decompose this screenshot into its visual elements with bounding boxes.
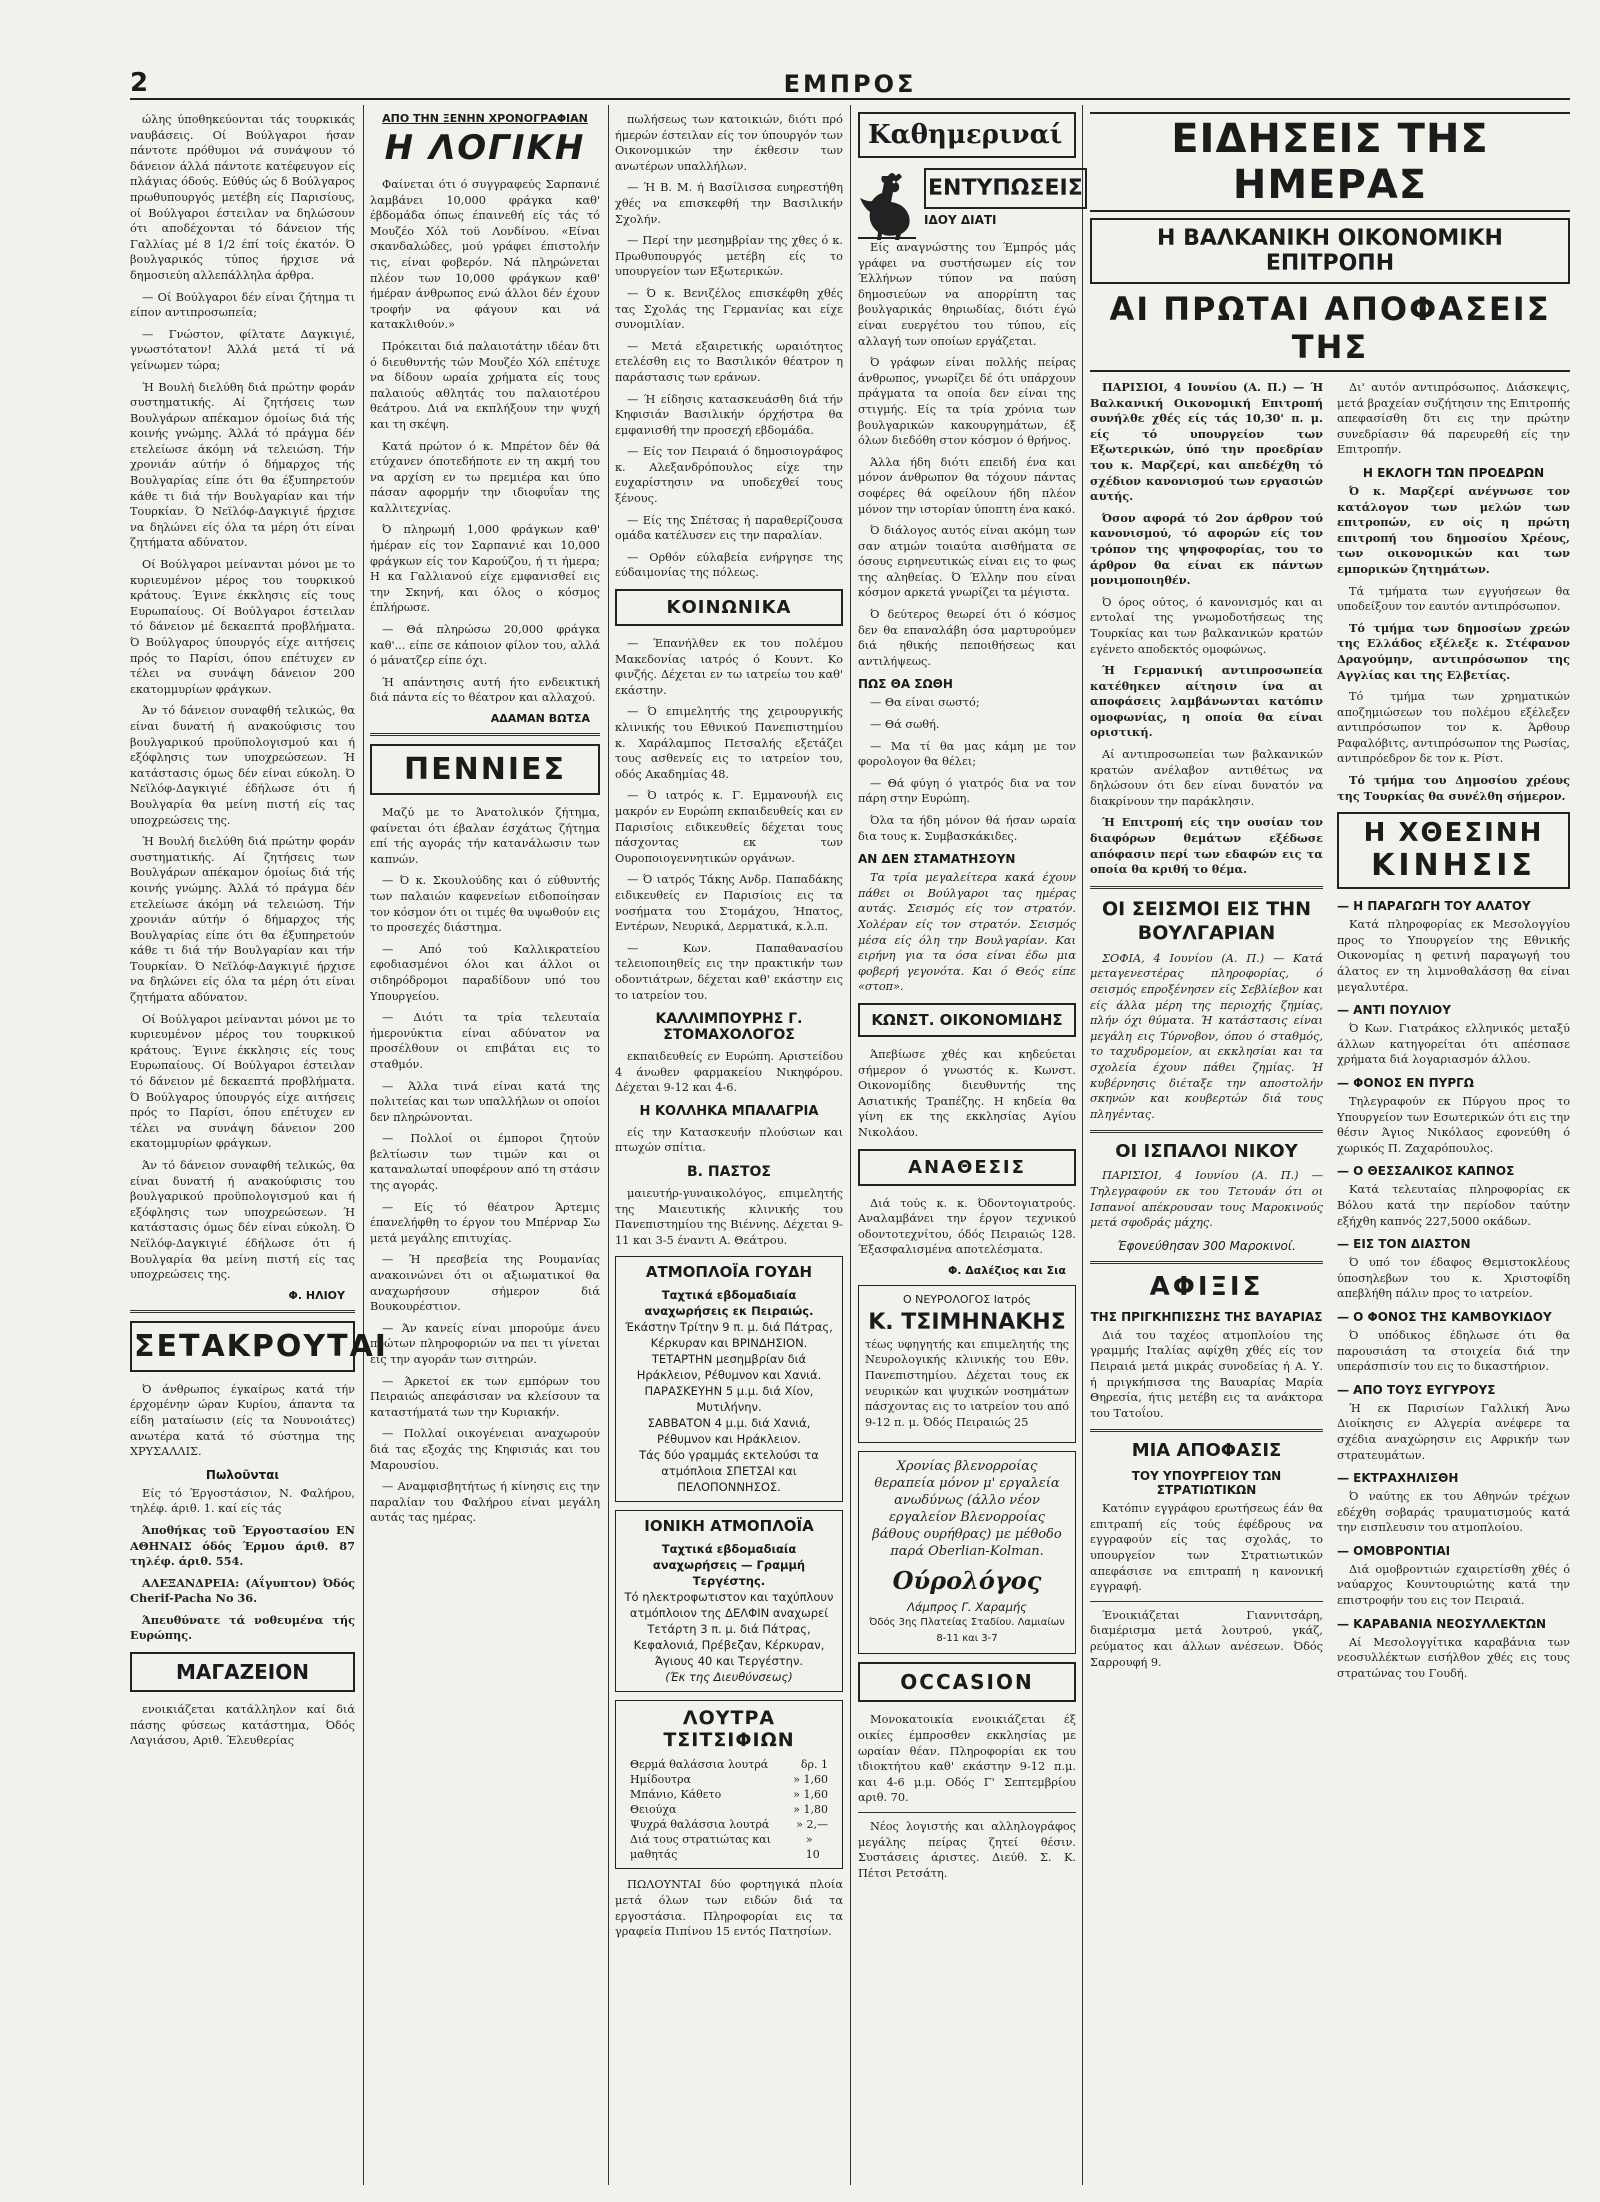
news-left <box>1090 380 1323 1687</box>
news-item: — Είς τον Πειραιά ό δημοσιογράφος κ. Αλεξανδρόπουλος είχε την ευχαρίστησιν να υποδεχθεί τους ξένους. <box>615 445 843 506</box>
ad-line: (Έκ της Διευθύνσεως) <box>665 1670 793 1685</box>
news-item-text: Κατά τελευταίας πληροφορίας εκ Βόλου κατά την περίοδον ταύτην εξήχθη καπνός 227,5000 οκάδων. <box>1337 1183 1570 1228</box>
article-subheadline: ΑΙ ΠΡΩΤΑΙ ΑΠΟΦΑΣΕΙΣ ΤΗΣ <box>1090 290 1570 372</box>
article-subheadline: ΤΟΥ ΥΠΟΥΡΓΕΙΟΥ ΤΩΝ ΣΤΡΑΤΙΩΤΙΚΩΝ <box>1131 1469 1282 1498</box>
news-item-text: Ό ναύτης εκ του Αθηνών τρέχων εδέχθη σοβαράς τραυματισμούς κατά την εισπλευσιν του ατμοπλοίου. <box>1337 1490 1570 1535</box>
ad-line: Τάς δύο γραμμάς εκτελούσι τα ατμόπλοια ΣΠΕΤΣΑΙ και ΠΕΛΟΠΟΝΝΗΣΟΣ. <box>639 1448 819 1495</box>
ad-headline: ΚΑΛΛΙΜΠΟΥΡΗΣ Γ. ΣΤΟΜΑΧΟΛΟΓΟΣ <box>655 1011 803 1044</box>
article-text: Πρόκειται διά παλαιοτάτην ιδέαν δτι ό διευθυντής τών Μουζέο Χόλ επέτυχε να δίδουν ωραία χρήματα είς τους παλαιούς αθλητάς του παλαιοτέρου θεάτρου. Διά να εκπλήξουν την ψυχή και τη σκέψη. <box>370 339 600 431</box>
news-item-heading: — ΕΚΤΡΑΧΗΛΙΣΘΗ <box>1337 1471 1459 1486</box>
ad-line: Τό ηλεκτροφωτιστον και ταχύπλουν ατμόπλοιον της ΔΕΛΦΙΝ αναχωρεί Τετάρτη 3 π. μ. διά Πάτρας, Κεφαλονιά, Πρέβεζαν, Κέρκυραν, Άγιους 40 και Τεργέστην. <box>624 1590 834 1669</box>
page-number: 2 <box>130 68 149 98</box>
ad-headline: Η ΚΟΛΛΗΚΑ ΜΠΑΛΑΓΡΙΑ <box>639 1103 819 1119</box>
rooster-icon <box>858 168 916 240</box>
ad-text: τέως υφηγητής και επιμελητής της Νευρολογικής κλινικής του Εθν. Πανεπιστημίου. Δέχεται τους εκ νευρικών και ψυχικών νοσημάτων πάσχοντας εις το ιατρείον του από 9-12 π. μ. Όδός Πειραιώς 25 <box>865 1337 1069 1429</box>
article-text: Αί αντιπροσωπείαι των βαλκανικών κρατών ανέλαβον αντιθέτως να δηλώσουν ότι δεν είναι δυνατόν να διακρίνουν την παράκλησιν. <box>1090 748 1323 808</box>
ad-text: ΠΩΛΟΥΝΤΑΙ δύο φορτηγικά πλοία μετά όλων των ειδών διά τα εργοστάσια. Πληροφορίαι εις τα γραφεία Πιπίνου 15 εντός Πατησίων. <box>615 1878 843 1939</box>
news-item-heading: — Ο ΘΕΣΣΑΛΙΚΟΣ ΚΑΠΝΟΣ <box>1337 1164 1515 1179</box>
ad-headline: ΜΑΓΑΖΕΙΟΝ <box>130 1652 355 1692</box>
price-label: Θερμά θαλάσσια λουτρά <box>630 1758 769 1772</box>
article-headline: Η ΛΟΓΙΚΗ <box>384 128 586 168</box>
article-text: ΣΟΦΙΑ, 4 Ιουνίου (Α. Π.) — Κατά μεταγενεστέρας πληροφορίας, ό σεισμός επροξένησεν είς Σεβλίεβον και είς άλλα μέρη της περιοχής ζημίας, πλήν όχι θύματα. Ή κατάστασις είναι μεγάλη εις Τύρνοβον, όπου ό σταθμός, το ταχυδρομείον, αι εκκλησίαι και τα σχολεία έχουν πάθει ζημίας. Ή κυβέρνησις διέταξε την αποστολήν σκηνών και κουβερτών διά τους πληγέντας. <box>1090 951 1323 1121</box>
section-headline: Καθημεριναί <box>858 112 1076 158</box>
article-text: ΠΑΡΙΣΙΟΙ, 4 Ιουνίου (Α. Π.) — Τηλεγραφούν εκ του Τετουάν ότι οι Ισπανοί απέκρουσαν τους Μαροκινούς μετά σφοδράς μάχης. <box>1090 1169 1323 1230</box>
section-headline-line: ΚΙΝΗΣΙΣ <box>1371 848 1536 884</box>
article-text: Τά τμήματα των εγγυήσεων θα υποδείξουν τον εαυτόν αντιπρόσωπον. <box>1337 584 1570 614</box>
divider <box>1090 1261 1323 1264</box>
news-item-text: Ό υπό τον έδαφος Θεμιστοκλέους ύποσηλεβων του κ. Χριστοφίδη απεβλήθη πάλιν προς το ιατρείον. <box>1337 1256 1570 1301</box>
dialog-line: Όλα τα ήδη μόνον θά ήσαν ωραία δια τους κ. Συμβασκάκιδες. <box>858 814 1076 843</box>
dialog-line: — Μα τί θα μας κάμη με τον φορολογον θα θέλει; <box>858 739 1076 769</box>
article-text: Άν τό δάνειον συναφθή τελικώς, θα είναι δυνατή ή ανακούφισις του βουλγαρικού προϋπολογισμού και ή εξόφλησις των υποχρεώσεων. Ή κατάστασις όμως δέν είναι εύκολη. Ό Νεϊλόφ-Δαγκιγιέ έδήλωσε ότι ή Βουλγαρία θα μείνη πιστή είς τας υποχρεώσεις της. <box>130 704 355 827</box>
article-text: Μαζύ με το Άνατολικόν ζήτημα, φαίνεται ότι έβαλαν έσχάτως ζήτημα επί τής αγοράς τήν κατανάλωσιν των καπνών. <box>370 806 600 866</box>
article-text: Ή Βουλή διελύθη διά πρώτην φοράν συστηματικής. Αί ζητήσεις των Βουλγάρων απέκαμον όμοίως διά τής κοινής γνώμης. Άλλά τό πράγμα δέν ετελείωσε άκόμη νά τελειώση. Τήν χρονιάν αύτήν ό δήμαρχος τής Βουλγαρίας είπε ότι θα έξυπηρετούν κάθε τι διά τήν Βουλγαρίαν και τήν Τουρκίαν. Ό Νεϊλόφ-Δαγκιγιέ ήρχισε να δηλώνει είς όλα τα μέρη ότι είναι ζητήματα αδύνατον. <box>130 835 355 1005</box>
article-text: — Άν κανείς είναι μπορούμε άνευ πρώτων πληροφοριών να πει τι γίνεται εις την αγοράν των σιτηρών. <box>370 1321 600 1366</box>
ad-text: είς την Κατασκευήν πλούσιων και πτωχών σπίτια. <box>615 1125 843 1155</box>
price-label: Διά τους στρατιώτας και μαθητάς <box>630 1833 771 1862</box>
article-text: — Πολλαί οικογένειαι αναχωρούν διά τας εξοχάς της Κηφισιάς και του Μαρουσίου. <box>370 1427 600 1472</box>
masthead <box>130 68 1570 100</box>
news-item-heading: — Η ΠΑΡΑΓΩΓΗ ΤΟΥ ΑΛΑΤΟΥ <box>1337 899 1531 914</box>
ad-text: εκπαιδευθείς εν Ευρώπη. Αριστείδου 4 άνωθεν φαρμακείου Νικηφόρου. Δέχεται 9-12 και 4-6. <box>615 1050 843 1095</box>
ad-line: Είς τό Έργοστάσιον, Ν. Φαλήρου, τηλέφ. άριθ. 1. καί είς τάς <box>130 1486 355 1516</box>
price-label: Μπάνιο, Κάθετο <box>630 1788 722 1802</box>
divider <box>1090 886 1323 889</box>
article-signature: Φ. ΗΛΙΟΥ <box>288 1288 345 1302</box>
article-text: Διά του ταχέος ατμοπλοίου της γραμμής Ιταλίας αφίχθη χθές είς τον Πειραιά μετά μικράς συνοδείας ή Α. Υ. ή πριγκήπισσα της Βαυαρίας Μαρία Θηρεσία, ήτις μετέβη εις τα ανάκτορα του Τατοΐου. <box>1090 1328 1323 1420</box>
article-text: Είς αναγνώστης του Έμπρός μάς γράφει να συστήσωμεν είς τον Έλλήνων τύπον να παύση δημοσιεύων να απορρίπτη τας βουλγαρικάς θηριωδίας, διότι έγώ είναι ευεργέτου του τύπου, είς αλλαγή των οποίων εργάζεται. <box>858 241 1076 348</box>
news-item-text: Ό υπόδικος έδηλωσε ότι θα παρουσιάση τα στοιχεία διά την υπεράσπισίν του εις το δικαστήριον. <box>1337 1328 1570 1374</box>
ad-text: μαιευτήρ-γυναικολόγος, επιμελητής της Μαιευτικής κλινικής του Πανεπιστημίου της Βιέννης. Δέχεται 9-11 και 3-5 έναντι Α. Θεάτρου. <box>615 1187 843 1247</box>
price-row <box>622 1787 836 1802</box>
news-item-text: Ό Κων. Γιατράκος ελληνικός μεταξύ άλλων κατηγορείται ότι απέσπασε χρήματα διά λογαριασμόν άλλου. <box>1337 1022 1570 1067</box>
ad-text: Άπεβίωσε χθές και κηδεύεται σήμερον ό γνωστός κ. Κωνστ. Οικονομίδης διευθυντής της Ασιατικής Τραπέζης. Η κηδεία θα γίνη εκ της εκκλησίας Αγίου Νικολάου. <box>858 1047 1076 1139</box>
price-label: Ψυχρά θαλάσσια λουτρά <box>630 1818 770 1832</box>
news-item-text: Τηλεγραφούν εκ Πύργου προς το Υπουργείον των Εσωτερικών ότι εις την θέσιν Άγιος Νικόλαος εφονεύθη ό χωρικός Π. Ζαχαρόπουλος. <box>1337 1095 1570 1155</box>
article-text: — Είς τό θέατρον Άρτεμις έπανελήφθη το έργον του Μπέρναρ Σω μετά μεγάλης επιτυχίας. <box>370 1200 600 1245</box>
section-headline: ΕΙΔΗΣΕΙΣ ΤΗΣ ΗΜΕΡΑΣ <box>1090 112 1570 212</box>
divider <box>1090 1601 1323 1602</box>
column-subheading: ΙΔΟΥ ΔΙΑΤΙ <box>924 213 997 227</box>
social-item: — Ό ιατρός κ. Γ. Εμμανουήλ εις μακρόν εν Ευρώπη εκπαιδευθείς και εν Παρισίοις ειδικευθείς δέχεται τους πάσχοντας εκ των Ουροποιογεννητικών οργάνων. <box>615 789 843 865</box>
price-row <box>622 1817 836 1832</box>
news-two-column <box>1090 380 1570 1687</box>
column-subheading: ΑΝ ΔΕΝ ΣΤΑΜΑΤΗΣΟΥΝ <box>858 852 1016 867</box>
ad-text: Ό άνθρωπος έγκαίρως κατά τήν έρχομένην ώραν Κυρίου, άπαντα τα είδη ματαίωσιν (είς τα Νουνοιάτες) ανωτέρα κατά τό σύστημα της ΧΡΥΣΑΛΛΙΣ. <box>130 1382 355 1459</box>
news-item-heading: — ΟΜΟΒΡΟΝΤΙΑΙ <box>1337 1543 1451 1558</box>
news-item: — Ορθόν εύλαβεία ενήργησε της εύδαιμονίας της πόλεως. <box>615 550 843 580</box>
article-text: — Άλλα τινά είναι κατά της πολιτείας και των υπαλλήλων οι οποίοι δεν πληρώνονται. <box>370 1079 600 1124</box>
ad-headline: OCCASION <box>858 1662 1076 1702</box>
article-text: — Ό κ. Σκουλούδης και ό εύθυντής των παλαιών καφενείων ειδοποίησαν τον κόσμον ότι οι τιμές θα υψωθούν εις το προσεχές διάστημα. <box>370 874 600 935</box>
dialog-line: — Θά σωθή. <box>870 718 940 732</box>
article-text: Ό διάλογος αυτός είναι ακόμη των σαν ατμών τοιαύτα αισθήματα σε όσους ειρηνευτικώς είναι εις το φως της αληθείας. Ό Έλλην που είναι κόσμον αρκετά γνωρίζει τα μέγιστα. <box>858 524 1076 600</box>
article-text: Άλλα ήδη διότι επειδή ένα και μόνον άνθρωπον θα τόχουν πάντας σοφέρες θά οφείλουν ήδη πλέον μόνον την ιστορίαν ύποπτη ένα κακό. <box>858 455 1076 516</box>
news-item-text: Ή εκ Παρισίων Γαλλική Άνω Διοίκησις εν Αλγερία ανέφερε τα σχέδια αναχώρησιν εις Αφρικήν των στρατευμάτων. <box>1337 1401 1570 1462</box>
social-item: — Έπανήλθεν εκ του πολέμου Μακεδονίας ιατρός ό Κουντ. Κο φινζής. Δέχεται εν τω ιατρείω του καθ' εκάστην. <box>615 637 843 697</box>
article-headline: ΜΙΑ ΑΠΟΦΑΣΙΣ <box>1131 1440 1282 1462</box>
ad-text: Χρονίας βλενορροίας θεραπεία μόνον μ' εργαλεία ανωδύνως (άλλο νέον εργαλείον Βλενορροίας βάθους ουρήθρας) με μέθοδο παρά Oberlian-Kolman. <box>872 1459 1062 1560</box>
ad-headline: ΑΝΑΘΕΣΙΣ <box>858 1149 1076 1186</box>
ad-line: Άποθήκας τοῦ Έργοστασίου ΕΝ ΑΘΗΝΑΙΣ όδός Έρμου άριθ. 87 τηλέφ. άριθ. 554. <box>130 1522 355 1569</box>
article-subheadline: Η ΕΚΛΟΓΗ ΤΩΝ ΠΡΟΕΔΡΩΝ <box>1362 465 1545 480</box>
article-text: Ή απάντησις αυτή ήτο ενδεικτική διά πάντα είς το θέατρον και αλλαχού. <box>370 675 600 705</box>
article-text: ώλης ύποθηκεύονται τάς τουρκικάς ναυβάσεις. Οί Βούλγαροι ήσαν πάντοτε πρόθυμοι νά συνάψουν τό δάνειον άλλά πάντοτε κατέφευγον είς πλάγιας όδούς. Εύθύς ώς δ Βούλγαρος πρωθυπουργός μετέβη είς Παρισίους, οί Βούλγαροι έστειλαν να δηλώσουν ότι αποδέχονται τό δάνειον τής Γαλλίας μέ 8 1/2 έπί τοίς έκατόν. Ό βουλγαρικός τύπος ήρχισε νά δημοσιεύη αλλεπάλληλα άρθρα. <box>130 113 355 282</box>
ad-headline: ΙΟΝΙΚΗ ΑΤΜΟΠΛΟΪΑ <box>644 1517 814 1536</box>
article-text: Οί Βούλγαροι μείνανται μόνοι με το κυριευμένον μέρος του τουρκικού κράτους. Έγινε έκκλησις είς τους Ευρωπαίους. Οί Βούλγαροι έστειλαν τό δάνειον μέ δεκαεπτά προβλήματα. Ό Βούλγαρος ύπουργός είχε αιτήσεις πρός το Παρίσι, όπου επέτυχεν εν τέλει να συνάψη δάνειον 200 εκατομμυρίων φράγκων. <box>130 558 355 696</box>
ad-headline: Β. ΠΑΣΤΟΣ <box>687 1164 771 1181</box>
news-item: — Ή Β. Μ. ή Βασίλισσα ευηρεστήθη χθές να επισκεφθή την Βασιλικήν Σχολήν. <box>615 181 843 226</box>
news-item-heading: — ΦΟΝΟΣ ΕΝ ΠΥΡΓΩ <box>1337 1076 1474 1090</box>
column-subheading: ΠΩΣ ΘΑ ΣΩΘΗ <box>858 677 953 692</box>
dialog-line: — Οί Βούλγαροι δέν είναι ζήτημα τι είπον αντιπροσωπεία; <box>130 290 355 320</box>
ad-headline: Ούρολόγος <box>892 1566 1042 1596</box>
divider <box>1090 1429 1323 1432</box>
kinisis-box <box>1337 812 1570 889</box>
ad-line: Ταχτικά εβδομαδιαία αναχωρήσεις εκ Πειραιώς. <box>644 1288 814 1319</box>
ad-line: Ταχτικά εβδομαδιαία αναχωρήσεις — Γραμμή Τεργέστης. <box>652 1542 806 1589</box>
article-headline: ΟΙ ΣΕΙΣΜΟΙ ΕΙΣ ΤΗΝ ΒΟΥΛΓΑΡΙΑΝ <box>1102 897 1311 944</box>
news-right <box>1337 380 1570 1687</box>
neurologist-ad <box>858 1285 1076 1444</box>
price-value: » 10 <box>805 1833 820 1862</box>
article-text: Ή Επιτροπή είς την ουσίαν τον διαφόρων θεμάτων εξέδωσε απόφασιν περί των εδαφών εις τα οποία θα κριθή το θέμα. <box>1090 815 1323 877</box>
ad-text: Νέος λογιστής και αλληλογράφος μεγάλης πείρας ζητεί θέσιν. Συστάσεις άριστες. Διεύθ. Σ. Κ. Πέτσι Ρετσάτη. <box>858 1820 1076 1880</box>
article-headline: ΟΙ ΙΣΠΑΛΟΙ ΝΙΚΟΥ <box>1115 1141 1298 1163</box>
ad-line: ΑΛΕΞΑΝΔΡΕΙΑ: (Αΐγυπτον) Όδός Cherif-Pacha No 36. <box>130 1575 355 1606</box>
article-text: Άν τό δάνειον συναφθή τελικώς, θα είναι δυνατή ή ανακούφισις του βουλγαρικού προϋπολογισμού και ή εξόφλησις των υποχρεώσεων. Ή κατάστασις όμως δέν είναι εύκολη. Ό Νεϊλόφ-Δαγκιγιέ έδήλωσε ότι ή Βουλγαρία θα μείνη πιστή είς τας υποχρεώσεις της. <box>130 1159 355 1282</box>
subsection-headline: ΕΝΤΥΠΩΣΕΙΣ <box>924 168 1087 209</box>
article-text: Όσον αφορά τό 2ον άρθρον τού κανονισμού, τό αφορών είς τον τρόπον της ψηφοφορίας, του το άρθρον θα είναι εκ πάντων μονιμοποιηθέν. <box>1090 510 1323 588</box>
ad-headline: ΛΟΥΤΡΑ ΤΣΙΤΣΙΦΙΩΝ <box>663 1707 795 1752</box>
news-item-text: Διά ομοβροντιών εχαιρετίσθη χθές ό ναύαρχος Κουντουριώτης κατά την επιστροφήν του εις τον Πειραιά. <box>1337 1562 1570 1608</box>
article-subheadline: ΤΗΣ ΠΡΙΓΚΗΠΙΣΣΗΣ ΤΗΣ ΒΑΥΑΡΙΑΣ <box>1090 1309 1323 1324</box>
ad-line: ΣΑΒΒΑΤΟΝ 4 μ.μ. διά Χανιά, Ρέθυμνον και Ηράκλειον. <box>647 1416 811 1447</box>
price-value: » 2,— <box>796 1818 828 1832</box>
price-value: » 1,60 <box>793 1788 828 1802</box>
news-item-text: Αί Μεσολογγίτικα καραβάνια των νεοσυλλέκτων εισήλθον χθές εις τους στρατώνας του Γουδή. <box>1337 1635 1570 1680</box>
article-text: Ή Γερμανική αντιπροσωπεία κατέθηκεν αίτησιν ίνα αι αποφάσεις λαμβάνωνται κατόπιν ομοφωνίας, η οποία θα είναι οριστική. <box>1090 663 1323 740</box>
news-item-heading: — Ο ΦΟΝΟΣ ΤΗΣ ΚΑΜΒΟΥΚΙΔΟΥ <box>1337 1309 1552 1324</box>
article-text: Τα τρία μεγαλείτερα κακά έχουν πάθει οι Βούλγαροι τας ημέρας αυτάς. Σεισμός είς τον στρατόν. Χολέραν είς τον στρατόν. Σεισμός μέσα είς όλη την Βουλγαρίαν. Και ειρήνη για τα όσα είναι έδω μια φοβερή γεγονότα. Και ό Θεός είπε «στοπ». <box>858 871 1076 994</box>
dialog-line: — Θα είναι σωστό; <box>870 696 980 710</box>
article-headline: Η ΒΑΛΚΑΝΙΚΗ ΟΙΚΟΝΟΜΙΚΗ ΕΠΙΤΡΟΠΗ <box>1090 218 1570 284</box>
ad-kicker: Ο ΝΕΥΡΟΛΟΓΟΣ Ιατρός <box>902 1292 1032 1306</box>
ad-line: Λάμπρος Γ. Χαραμής <box>907 1600 1027 1615</box>
news-item: — Μετά εξαιρετικής ωραιότητος ετελέσθη εις το Βασιλικόν θέατρον η παράστασις των εράνων. <box>615 339 843 384</box>
divider <box>1090 1130 1323 1133</box>
divider <box>370 733 600 736</box>
article-text: Ό όρος ούτος, ό κανονισμός και αι εντολαί της γνωμοδοτήσεως της Τουρκίας και των βαλκανικών κρατών εγένετο αποδεκτός ομοφώνως. <box>1090 595 1323 656</box>
divider <box>130 1310 355 1313</box>
ad-line: Άπευθύνατε τά νοθευμένα τής Ευρώπης. <box>130 1612 355 1643</box>
column-4 <box>858 112 1083 2182</box>
price-label: Θειούχα <box>630 1803 677 1817</box>
news-item-heading: — ΑΝΤΙ ΠΟΥΛΙΟΥ <box>1337 1003 1451 1018</box>
article-text: Τό τμήμα των χρηματικών αποζημιώσεων του πολέμου εξέλεξεν αντιπρόσωπον τον κ. Άρθουρ Ραφαλόβιτς, αντιπρόσωπον της Ρωσίας, αντιπρόεδρον δε τον κ. Ρίστ. <box>1337 690 1570 766</box>
section-kicker: ΑΠΟ ΤΗΝ ΞΕΝΗΝ ΧΡΟΝΟΓΡΑΦΙΑΝ <box>382 112 588 125</box>
article-text: Ή Βουλή διελύθη διά πρώτην φοράν συστηματικής. Αί ζητήσεις των Βουλγάρων απέκαμον όμοίως διά τής κοινής γνώμης. Άλλά τό πράγμα δέν ετελείωσε άκόμη νά τελειώση. Τήν χρονιάν αύτήν ό δήμαρχος τής Βουλγαρίας είπε ότι θα έξυπηρετούν κάθε τι διά τήν Βουλγαρίαν και τήν Τουρκίαν. Ό Νεϊλόφ-Δαγκιγιέ ήρχισε να δηλώνει είς όλα τα μέρη ότι είναι ζητήματα αδύνατον. <box>130 380 355 550</box>
article-signature: ΑΔΑΜΑΝ ΒΩΤΣΑ <box>490 712 590 725</box>
price-row <box>622 1757 836 1772</box>
ad-line: Έκάστην Τρίτην 9 π. μ. διά Πάτρας, Κέρκυραν και ΒΡΙΝΔΗΣΙΟΝ. <box>625 1320 833 1351</box>
article-text: ΠΑΡΙΣΙΟΙ, 4 Ιουνίου (Α. Π.) — Ή Βαλκανική Οικονομική Επιτροπή συνήλθε χθές είς τάς 10,30' π. μ. είς τό υπουργείον των Εξωτερικών, ύπό την προεδρίαν του κ. Μαρζερί, και απεδέχθη τό σχέδιον κανονισμού των εργασιών αυτής. <box>1090 380 1323 504</box>
ad-headline: ΣΕΤΑΚΡΟΥΤΑΙ <box>130 1321 355 1372</box>
news-item: — Είς της Σπέτσας ή παραθερίζουσα ομάδα κατέλυσεν εις την παραλίαν. <box>615 513 843 543</box>
article-text: — Αναμφισβητήτως ή κίνησις εις την παραλίαν του Φαλήρου είναι μεγάλη αυτάς τας ημέρας. <box>370 1480 600 1525</box>
article-text: — Άρκετοί εκ των εμπόρων του Πειραιώς απεφάσισαν να κλείσουν τα καταστήματά των την Κυριακήν. <box>370 1374 600 1419</box>
news-item: — Περί την μεσημβρίαν της χθες ό κ. Πρωθυπουργός μετέβη είς το υπουργείον των Εξωτερικών. <box>615 234 843 279</box>
article-text: — Διότι τα τρία τελευταία ήμερονύκτια είναι αδύνατον να προσέλθουν οι επιβάται εις το σταθμόν. <box>370 1011 600 1071</box>
divider <box>858 1812 1076 1813</box>
price-row <box>622 1802 836 1817</box>
column-news <box>1090 112 1570 2182</box>
ad-text: Ένοικιάζεται Γιαννιτσάρη, διαμέρισμα μετά λουτρού, γκάζ, ρεύματος και άλλων ανέσεων. Όδός Σαρρουφή 9. <box>1090 1608 1323 1669</box>
column-1 <box>130 112 388 2182</box>
ad-subheading: Πωλοῦνται <box>205 1467 280 1482</box>
article-text: — Από τού Καλλικρατείου εφοδιασμένοι όλοι και άλλοι οι σιδηρόδρομοι παραδίδουν υπό του Υπουργείου. <box>370 942 600 1003</box>
column-rule <box>608 105 609 2185</box>
dialog-line: — Θά φύγη ό γιατρός δια να τον πάρη στην Ευρώπη. <box>858 776 1076 806</box>
article-text: Κατά πρώτον ό κ. Μπρέτον δέν θά ετύχανεν όποτεδήποτε εν τη ακμή του να αρχίση εν τω πρεμιέρα και ύπο πάσαν αφορμήν την ιδιοφυΐαν της καλλιτεχνίας. <box>370 439 600 515</box>
section-headline-line: Η ΧΘΕΣΙΝΗ <box>1363 818 1544 849</box>
article-text: — Πολλοί οι έμποροι ζητούν βελτίωσιν των τιμών και οι καταναλωταί υποφέρουν από τη στάσιν της αγοράς. <box>370 1132 600 1193</box>
column-3 <box>615 112 843 2182</box>
price-value: δρ. 1 <box>800 1758 828 1772</box>
baths-ad <box>615 1700 843 1869</box>
article-note: Έφονεύθησαν 300 Μαροκινοί. <box>1117 1238 1296 1253</box>
ad-line: Όδός 3ης Πλατείας Σταδίου. Λαμιαίων 8-11 και 3-7 <box>869 1617 1065 1645</box>
column-rule <box>850 105 851 2185</box>
social-item: — Ό ιατρός Τάκης Ανδρ. Παπαδάκης ειδικευθείς εν Παρισίοις εις τα νοσήματα του Στομάχου, Ήπατος, Εντέρων, Νευρικά, Δερματικά, κ.λ.π. <box>615 873 843 934</box>
ad-line: ΠΑΡΑΣΚΕΥΗΝ 5 μ.μ. διά Χίον, Μυτιλήνην. <box>644 1384 814 1415</box>
column-rule <box>1082 105 1083 2185</box>
article-text: Τό τμήμα του Δημοσίου χρέους της Τουρκίας θα συνέλθη σήμερον. <box>1337 773 1570 803</box>
ad-headline: ΚΩΝΣΤ. ΟΙΚΟΝΟΜΙΔΗΣ <box>858 1003 1076 1037</box>
news-item-heading: — ΕΙΣ ΤΟΝ ΔΙΑΣΤΟΝ <box>1337 1237 1471 1252</box>
ad-text: Διά τούς κ. κ. Όδοντογιατρούς. Αναλαμβάνει την έργον τεχνικού οδοντοτεχνίτου, όδός Πειραιώς 128. Έξασφαλισμένα αποτελέσματα. <box>858 1196 1076 1257</box>
social-item: — Κων. Παπαθανασίου τελειοποιηθείς εις την πρακτικήν των οδοντιάτρων, δέχεται καθ' εκάστην εις το ιατρείον του. <box>615 941 843 1002</box>
social-item: — Ό επιμελητής της χειρουργικής κλινικής του Εθνικού Πανεπιστημίου κ. Χαράλαμπος Πετσαλής εξετάζει τους ασθενείς εις το ιατρείον του, οδός Ακαδημίας 48. <box>615 705 843 781</box>
article-headline: ΑΦΙΞΙΣ <box>1149 1271 1264 1302</box>
article-text: Φαίνεται ότι ό συγγραφεύς Σαρπανιέ λαμβάνει 10,000 φράγκα καθ' έβδομάδα όπως έπαινεθή είς τάς τό Μουζέο Χόλ τοϋ Λονδίνου. «Είναι σκανδαλώδες, μού γράφει έπιστολήν τις, είναι φοβερόν. Νά πληρώνεται πλέον των 10,000 φράγκων καθ' ήμέραν άνθρωπος ενώ άλλοι δέν έχουν τροφήν να φάγουν και νά κατακλιθούν.» <box>370 178 600 332</box>
article-text: Ό δεύτερος θεωρεί ότι ό κόσμος δεν θα επαναλάβη όσα μαρτυρούμεν διά ηθικής πεποιθήσεως και αντιλήψεως. <box>858 608 1076 668</box>
ad-signature: Φ. Δαλέζιος και Σια <box>947 1263 1066 1277</box>
news-item: — Ό κ. Βενιζέλος επισκέφθη χθές τας Σχολάς της Γερμανίας και είχε συνομιλίαν. <box>615 286 843 332</box>
article-text: Κατόπιν εγγράφου ερωτήσεως έάν θα επιτραπή είς τούς έφέδρους να εγγραφούν είς τας σχολάς, το υπουργείον των Στρατιωτικών απεφάσισε να επιτραπή η κανονική εγγραφή. <box>1090 1502 1323 1594</box>
article-text: — Θά πληρώσω 20,000 φράγκα καθ'... είπε σε κάποιον φίλον του, αλλά ό μάνατζερ είπε όχι. <box>370 623 600 668</box>
price-label: Ημίδουτρα <box>630 1773 691 1787</box>
column-2 <box>370 112 600 2182</box>
rooster-block <box>858 168 1083 240</box>
news-item-heading: — ΑΠΟ ΤΟΥΣ ΕΥΓΥΡΟΥΣ <box>1337 1382 1496 1397</box>
article-text: Τό τμήμα των δημοσίων χρεών της Ελλάδος εξέλεξε κ. Στέφανον Δραγούμην, αντιπρόσωπον της Αγγλίας και της Ελβετίας. <box>1337 620 1570 682</box>
news-item-heading: — ΚΑΡΑΒΑΝΙΑ ΝΕΟΣΥΛΛΕΚΤΩΝ <box>1337 1616 1547 1631</box>
article-text: Δι' αυτόν αντιπρόσωπος. Διάσκεψις, μετά βραχείαν συζήτησιν της Επιτροπής απεφασίσθη δτι εις την πρώτην συνεδρίασιν θά παρευρεθή είς την Επιτροπήν. <box>1337 381 1571 457</box>
shipping-ad <box>615 1256 843 1502</box>
article-text: Ό πληρωμή 1,000 φράγκων καθ' ήμέραν είς τον Σαρπανιέ και 10,000 φράγκων είς τον Καρούζου, ή τι ήμερα; Η κα Γαλλιανού είχε εμφανισθεί εις την Σκηνή, και όλος ο κόσμος έπλήρωσε. <box>370 523 600 615</box>
price-value: » 1,60 <box>793 1773 828 1787</box>
ad-headline: Κ. ΤΣΙΜΗΝΑΚΗΣ <box>868 1309 1066 1335</box>
article-text: Οί Βούλγαροι μείνανται μόνοι με το κυριευμένον μέρος του τουρκικού κράτους. Έγινε έκκλησις είς τους Ευρωπαίους. Οί Βούλγαροι έστειλαν τό δάνειον μέ δεκαεπτά προβλήματα. Ό Βούλγαρος ύπουργός είχε αιτήσεις πρός το Παρίσι, όπου επέτυχεν εν τέλει να συνάψη δάνειον 200 εκατομμυρίων φράγκων. <box>130 1012 355 1151</box>
ad-line: ΤΕΤΑΡΤΗΝ μεσημβρίαν διά Ηράκλειον, Ρέθυμνον και Χανιά. <box>636 1352 822 1383</box>
shipping-ad <box>615 1510 843 1692</box>
price-value: » 1,80 <box>793 1803 828 1817</box>
urologist-ad <box>858 1451 1076 1654</box>
news-item-text: Κατά πληροφορίας εκ Μεσολογγίου προς το Υπουργείον της Εθνικής Οικονομίας η φετινή παραγωγή του άλατος εν τη λιμνοθαλάσσῃ θα είναι μεγαλυτέρα. <box>1337 918 1570 994</box>
article-text: — Ή πρεσβεία της Ρουμανίας ανακοινώνει ότι οι αξιωματικοί θα αναχωρήσουν σήμερον διά Βουκουρέστιον. <box>370 1253 600 1314</box>
ad-text: ενοικιάζεται κατάλληλον καί διά πάσης φύσεως κατάστημα, Όδός Λαγιάσου, Αριθ. Έλευθερίας <box>130 1703 355 1748</box>
section-headline: ΚΟΙΝΩΝΙΚΑ <box>615 589 843 626</box>
newspaper-title: ΕΜΠΡΟΣ <box>783 70 917 98</box>
column-rule <box>363 105 364 2185</box>
article-text: Ό γράφων είναι πολλής πείρας άνθρωπος, γνωρίζει δέ ότι υπάρχουν πράγματα τα οποία δεν είναι της στιγμής. Είς τα τρία χρόνια των βουλγαρικών κακουργημάτων, έξ όλων διεδόθη στον κόσμον ό θρήνος. <box>858 356 1076 448</box>
price-row <box>622 1772 836 1787</box>
ad-text: Μονοκατοικία ενοικιάζεται έξ οικίες έμπροσθεν εκκλησίας με ωραίαν θέαν. Πληροφορίαι εκ του ιδιοκτήτου καθ' εκάστην 9-12 π.μ. και 4-6 μ.μ. Οδός Γ' Σεπτεμβρίου αριθ. 70. <box>858 1713 1076 1805</box>
dialog-line: — Γνώστον, φίλτατε Δαγκιγιέ, γνωστότατον! Άλλά μετά τί νά γείνωμεν τώρα; <box>130 327 355 372</box>
news-item: πωλήσεως των κατοικιών, διότι πρό ήμερών έστειλαν είς τον ύπουργόν των Οικονομικών την έκθεσιν των ανωτέρων υπαλλήλων. <box>615 113 843 173</box>
news-item: — Ή είδησις κατασκευάσθη διά τήν Κηφισιάν Βασιλικήν όρχήστρα θα εμφανισθή την προσεχή εβδομάδα. <box>615 392 843 437</box>
ad-headline: ΑΤΜΟΠΛΟΪΑ ΓΟΥΔΗ <box>645 1263 813 1282</box>
article-text: Ό κ. Μαρζερί ανέγνωσε τον κατάλογον των μελών των επιτροπών, εν οίς η πρώτη επιτροπή του δημοσίου Χρέους, των οικονομικών και των εμπορικών ζητημάτων. <box>1337 483 1570 576</box>
price-row <box>622 1832 836 1862</box>
section-headline: ΠΕΝΝΙΕΣ <box>370 744 600 795</box>
